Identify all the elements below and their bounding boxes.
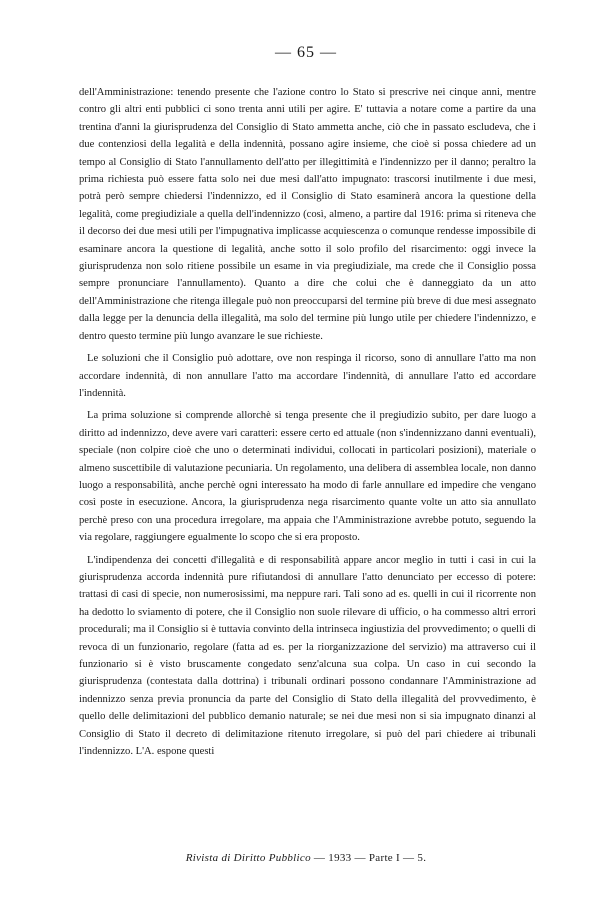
body-text xyxy=(79,84,536,760)
page-number: — 65 — xyxy=(275,44,337,61)
paragraph-2: Le soluzioni che il Consiglio può adottare, ove non respinga il ricorso, sono di annullare l'atto ma non accordare indennità, di non annullare l'atto ma accordare l'indennità, di annullare l'atto ed accordare l'indennità. xyxy=(79,353,536,399)
paragraph-3: La prima soluzione si comprende allorchè si tenga presente che il pregiudizio subito, per dare luogo a diritto ad indennizzo, deve avere vari caratteri: essere certo ed attuale (non s'indennizzano danni eventuali), speciale (non colpire cioè che uno o determinati individui, collocati in particolari posizioni), materiale o almeno suscettibile di valutazione pecuniaria. Un regolamento, una delibera di assemblea locale, non danno luogo a responsabilità, anche perchè ogni interessato ha modo di farle annullare ed impedire che vengano così poste in esecuzione. Ancora, la giurisprudenza nega risarcimento quante volte un atto sia annullato perchè preso con una procedura irregolare, ma appaia che l'Amministrazione avrebbe potuto, seguendo la via regolare, raggiungere egualmente lo scopo che si era proposto. xyxy=(79,410,536,544)
paragraph-4: L'indipendenza dei concetti d'illegalità e di responsabilità appare ancor meglio in tutti i casi in cui la giurisprudenza accorda indennità pure rifiutandosi di annullare l'atto denunciato per eccesso di potere: trattasi di casi di specie, non numerosissimi, ma neppure rari. Tali sono ad es. quelli in cui il ricorrente non ha dedotto lo sviamento di potere, che il Consiglio non suole rilevare di ufficio, o ha commesso altri errori procedurali; ma il Consiglio si è tuttavia convinto della intrinseca ingiustizia del provvedimento; o quelli di revoca di un funzionario, regolare (fatta ad es. per la riorganizzazione del servizio) ma attraverso cui il funzionario si è visto bruscamente congedato senz'alcuna sua colpa. Un caso in cui secondo la giurisprudenza (contestata dalla dottrina) i tribunali ordinari possono condannare l'Amministrazione ad indennizzo senza previa pronuncia da parte del Consiglio di Stato della illegalità del provvedimento, è quello delle delimitazioni del pubblico demanio naturale; se nei due mesi non si sia impugnato dinanzi al Consiglio di Stato il decreto di delimitazione ritenuto irregolare, si può del pari chiedere ai tribunali l'indennizzo. L'A. espone questi xyxy=(79,554,536,758)
running-footer xyxy=(0,852,612,864)
journal-issue: — 1933 — Parte I — 5. xyxy=(310,852,427,864)
paragraph-1: dell'Amministrazione: tenendo presente che l'azione contro lo Stato si prescrive nei cinque anni, mentre contro gli altri enti pubblici ci sono trenta anni utili per agire. E' tuttavia a notare come a partire da una trentina d'anni la giurisprudenza del Consiglio di Stato ammetta anche, ciò che in passato escludeva, che i due contenziosi della legalità e della indennità, possano agire insieme, che cioè si possa chiedere ad un tempo al Consiglio di Stato l'annullamento dell'atto per illegittimità e l'indennizzo per il danno; peraltro la prima richiesta può essere fatta solo nei due mesi dall'atto impugnato: trascorsi inutilmente i due mesi, potrà però sempre chiedersi l'indennizzo, ed il Consiglio di Stato esaminerà ancora la questione della legalità, come pregiudiziale a quella dell'indennizzo (così, almeno, a partire dal 1916: prima si riteneva che il decorso dei due mesi utili per l'impugnativa implicasse acquiescenza o comunque rendesse impossibile di esaminare ancora la questione di legalità, anche sotto il solo profilo del risarcimento: oggi invece la giurisprudenza non solo ritiene possibile un esame in via pregiudiziale, ma crede che il Consiglio possa sempre pronunciare l'annullamento). Quanto a dire che colui che è danneggiato da un atto dell'Amministrazione che ritenga illegale può non preoccuparsi del termine più breve di due mesi assegnato dalla legge per la denuncia della illegalità, ma solo del termine più lungo utile per chiedere l'indennizzo, e dentro questo termine più lungo avanzare le sue richieste. xyxy=(79,87,536,342)
journal-title: Rivista di Diritto Pubblico xyxy=(185,852,311,864)
